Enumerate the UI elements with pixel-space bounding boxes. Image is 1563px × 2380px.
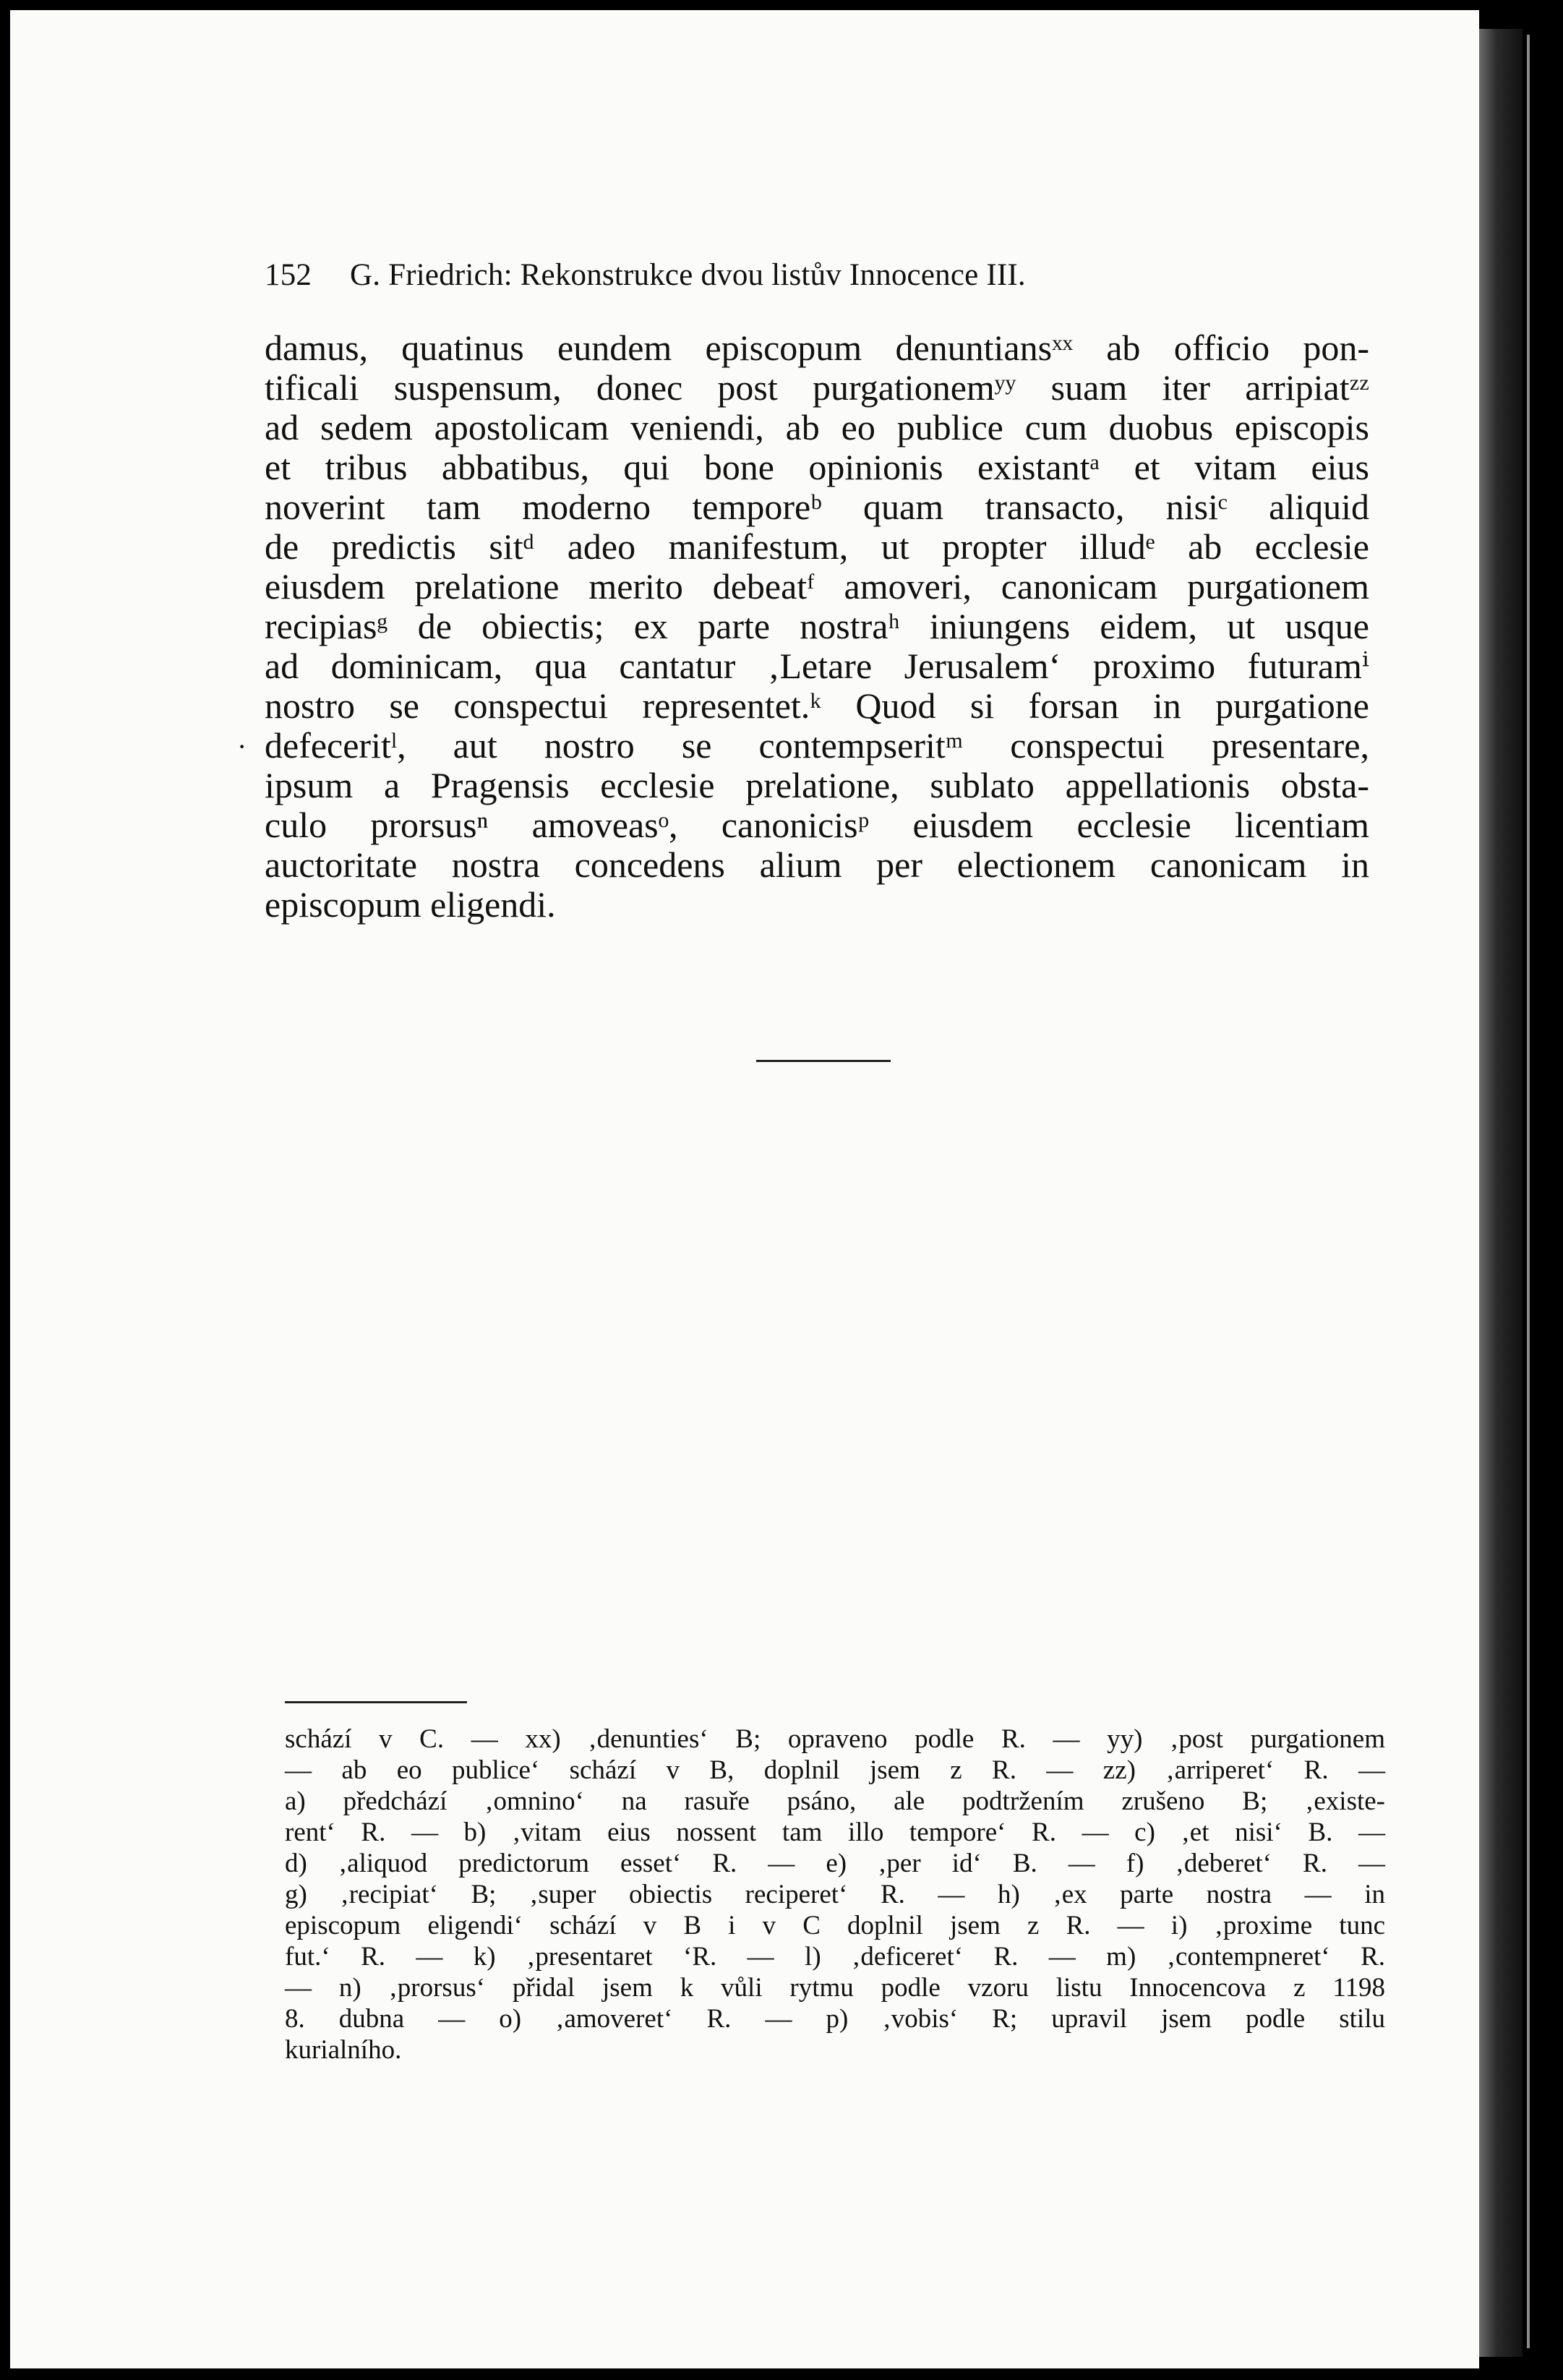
text-line: tificali suspensum, donec post purgationemʸʸ suam iter arripiatᶻᶻ [265, 367, 1369, 408]
page-sheet [10, 10, 1479, 2368]
footnote-line: — n) ‚prorsus‘ přidal jsem k vůli rytmu podle vzoru listu Innocencova z 1198 [285, 1973, 1385, 2003]
scan-edge-shadow [1479, 29, 1523, 2357]
text-line: auctoritate nostra concedens alium per electionem canonicam in [265, 844, 1369, 885]
running-title: G. Friedrich: Rekonstrukce dvou listův Innocence III. [350, 258, 1026, 292]
footnotes [285, 1724, 1385, 2066]
text-line: damus, quatinus eundem episcopum denuntiansˣˣ ab officio pon- [265, 328, 1369, 368]
text-line: noverint tam moderno temporeᵇ quam transacto, nisiᶜ aliquid [265, 487, 1369, 527]
scan-edge-line [1527, 35, 1530, 2348]
running-header [265, 257, 1392, 293]
text-line: ad dominicam, qua cantatur ‚Letare Jerusalem‘ proximo futuramⁱ [265, 646, 1369, 686]
section-rule [756, 1060, 891, 1062]
text-line: ad sedem apostolicam veniendi, ab eo publice cum duobus episcopis [265, 407, 1369, 448]
text-line: et tribus abbatibus, qui bone opinionis existantᵃ et vitam eius [265, 447, 1369, 487]
text-line: eiusdem prelatione merito debeatᶠ amoveri, canonicam purgationem [265, 566, 1369, 607]
page-number: 152 [265, 258, 312, 292]
footnote-line: d) ‚aliquod predictorum esset‘ R. — e) ‚per id‘ B. — f) ‚deberet‘ R. — [285, 1849, 1385, 1878]
text-line: defeceritˡ, aut nostro se contempseritᵐ conspectui presentare, [265, 725, 1369, 766]
footnote-line: g) ‚recipiat‘ B; ‚super obiectis reciperet‘ R. — h) ‚ex parte nostra — in [285, 1880, 1385, 1909]
margin-mark: · [237, 730, 247, 763]
footnote-line: a) předchází ‚omnino‘ na rasuře psáno, ale podtržením zrušeno B; ‚existe- [285, 1786, 1385, 1816]
text-line: nostro se conspectui representet.ᵏ Quod si forsan in purgatione [265, 685, 1369, 726]
footnote-line: schází v C. — xx) ‚denunties‘ B; opraveno podle R. — yy) ‚post purgationem [285, 1724, 1385, 1754]
main-text [265, 328, 1369, 925]
text-line: ipsum a Pragensis ecclesie prelatione, sublato appellationis obsta- [265, 765, 1369, 805]
text-line: culo prorsusⁿ amoveasᵒ, canonicisᵖ eiusdem ecclesie licentiam [265, 805, 1369, 845]
footnote-line: 8. dubna — o) ‚amoveret‘ R. — p) ‚vobis‘ R; upravil jsem podle stilu [285, 2004, 1385, 2034]
footnote-line: — ab eo publice‘ schází v B, doplnil jsem z R. — zz) ‚arriperet‘ R. — [285, 1755, 1385, 1785]
text-line: de predictis sitᵈ adeo manifestum, ut propter illudᵉ ab ecclesie [265, 526, 1369, 567]
footnote-line: kurialního. [285, 2035, 402, 2065]
footnote-line: episcopum eligendi‘ schází v B i v C doplnil jsem z R. — i) ‚proxime tunc [285, 1911, 1385, 1940]
text-line: recipiasᵍ de obiectis; ex parte nostraʰ iniungens eidem, ut usque [265, 606, 1369, 646]
footnote-line: fut.‘ R. — k) ‚presentaret ‘R. — l) ‚deficeret‘ R. — m) ‚contempneret‘ R. [285, 1942, 1385, 1972]
text-line: episcopum eligendi. [265, 884, 556, 925]
footnote-rule [285, 1701, 467, 1703]
footnote-line: rent‘ R. — b) ‚vitam eius nossent tam illo tempore‘ R. — c) ‚et nisi‘ B. — [285, 1818, 1385, 1847]
